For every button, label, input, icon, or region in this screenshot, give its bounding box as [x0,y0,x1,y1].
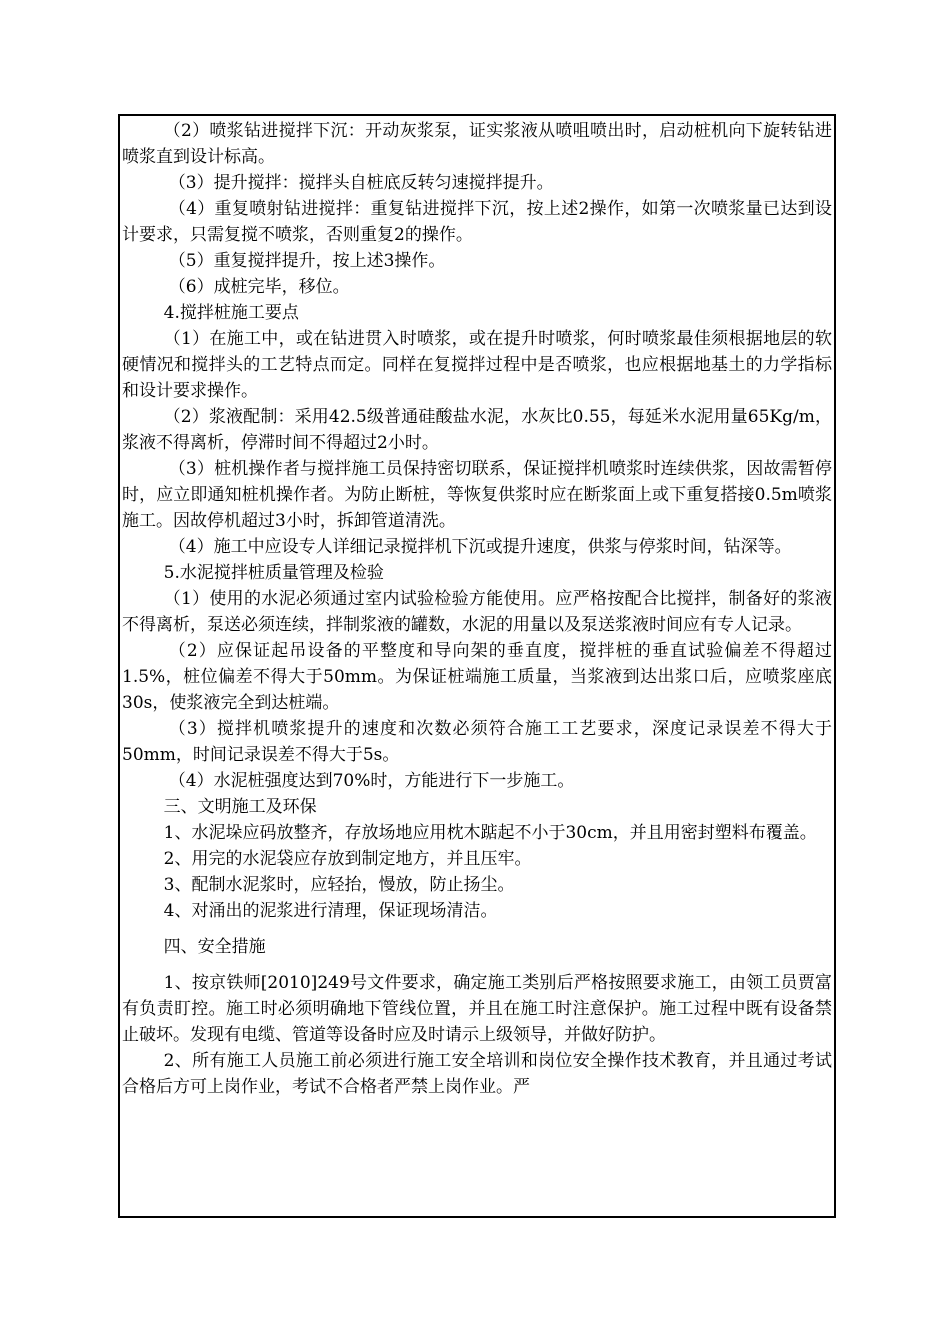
quality-1-paragraph: （1）使用的水泥必须通过室内试验检验方能使用。应严格按配合比搅拌，制备好的浆液不得离析，泵送必须连续，拌制浆液的罐数，水泥的用量以及泵送浆液时间应有专人记录。 [122,589,832,635]
point-4-paragraph: （4）施工中应设专人详细记录搅拌机下沉或提升速度，供浆与停浆时间，钻深等。 [168,537,792,557]
section-four-heading: 四、安全措施 [163,937,266,957]
civil-2-paragraph: 2、用完的水泥袋应存放到制定地方，并且压牢。 [163,849,532,869]
civil-3-paragraph: 3、配制水泥浆时，应轻抬，慢放，防止扬尘。 [163,875,515,895]
point-1-paragraph: （1）在施工中，或在钻进贯入时喷浆，或在提升时喷浆，何时喷浆最佳须根据地层的软硬情况和搅拌头的工艺特点而定。同样在复搅拌过程中是否喷浆，也应根据地基土的力学指标和设计要求操作。 [122,329,832,401]
step-2-paragraph: （2）喷浆钻进搅拌下沉：开动灰浆泵，证实浆液从喷咀喷出时，启动桩机向下旋转钻进喷浆直到设计标高。 [122,121,832,167]
civil-1-paragraph: 1、水泥垛应码放整齐，存放场地应用枕木踮起不小于30cm，并且用密封塑料布覆盖。 [163,823,817,843]
safety-1-paragraph: 1、按京铁师[2010]249号文件要求，确定施工类别后严格按照要求施工，由领工员贾富有负责盯控。施工时必须明确地下管线位置，并且在施工时注意保护。施工过程中既有设备禁止破坏。发现有电缆、管道等设备时应及时请示上级领导，并做好防护。 [122,973,832,1045]
quality-2-paragraph: （2）应保证起吊设备的平整度和导向架的垂直度，搅拌桩的垂直试验偏差不得超过1.5%，桩位偏差不得大于50mm。为保证桩端施工质量，当浆液到达出浆口后，应喷浆座底30s，使浆液完全到达桩端。 [122,641,832,713]
table-cell-frame [118,114,836,1218]
step-6-paragraph: （6）成桩完毕，移位。 [168,277,350,297]
step-4-paragraph: （4）重复喷射钻进搅拌：重复钻进搅拌下沉，按上述2操作，如第一次喷浆量已达到设计要求，只需复搅不喷浆，否则重复2的操作。 [122,199,832,245]
safety-2-paragraph: 2、所有施工人员施工前必须进行施工安全培训和岗位安全操作技术教育，并且通过考试合格后方可上岗作业，考试不合格者严禁上岗作业。严 [122,1051,832,1097]
section-three-heading: 三、文明施工及环保 [163,797,317,817]
section-5-heading: 5.水泥搅拌桩质量管理及检验 [163,563,384,583]
quality-3-paragraph: （3）搅拌机喷浆提升的速度和次数必须符合施工工艺要求，深度记录误差不得大于50mm，时间记录误差不得大于5s。 [122,719,832,765]
step-3-paragraph: （3）提升搅拌：搅拌头自桩底反转匀速搅拌提升。 [168,173,554,193]
point-3-paragraph: （3）桩机操作者与搅拌施工员保持密切联系，保证搅拌机喷浆时连续供浆，因故需暂停时，应立即通知桩机操作者。为防止断桩，等恢复供浆时应在断浆面上或下重复搭接0.5m喷浆施工。因故停机超过3小时，拆卸管道清洗。 [122,459,832,531]
quality-4-paragraph: （4）水泥桩强度达到70%时，方能进行下一步施工。 [168,771,575,791]
section-4-heading: 4.搅拌桩施工要点 [163,303,299,323]
point-2-paragraph: （2）浆液配制：采用42.5级普通硅酸盐水泥，水灰比0.55，每延米水泥用量65Kg/m，浆液不得离析，停滞时间不得超过2小时。 [122,407,832,453]
civil-4-paragraph: 4、对涌出的泥浆进行清理，保证现场清洁。 [163,901,498,921]
document-body [122,118,832,1100]
step-5-paragraph: （5）重复搅拌提升，按上述3操作。 [168,251,446,271]
